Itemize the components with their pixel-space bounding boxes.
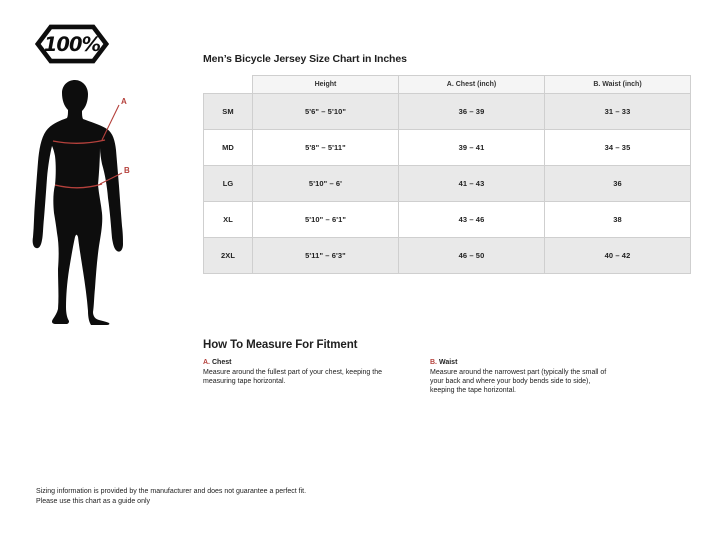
table-row-2xl (204, 238, 691, 274)
chest-name: Chest (212, 359, 232, 366)
waist-instruction-label (430, 358, 608, 367)
waist-name: Waist (439, 359, 458, 366)
waist-value: 40 – 42 (545, 238, 691, 274)
disclaimer-line-2: Please use this chart as a guide only (36, 497, 151, 505)
waist-point-label: B (124, 166, 130, 175)
body-silhouette (28, 76, 178, 336)
table-row-lg (204, 166, 691, 202)
table-row-sm (204, 94, 691, 130)
chest-value: 36 – 39 (399, 94, 545, 130)
waist-value: 38 (545, 202, 691, 238)
chest-value: 41 – 43 (399, 166, 545, 202)
header-cell-waist: B. Waist (inch) (545, 76, 691, 94)
height-value: 5'8" – 5'11" (253, 130, 399, 166)
disclaimer-line-1: Sizing information is provided by the manufacturer and does not guarantee a perfect fit. (36, 488, 307, 495)
chest-instruction-label (203, 358, 388, 367)
height-value: 5'10" – 6' (253, 166, 399, 202)
table-row-md (204, 130, 691, 166)
chest-instruction (203, 358, 388, 386)
height-value: 5'6" – 5'10" (253, 94, 399, 130)
header-cell-size (204, 76, 253, 94)
size-label: 2XL (204, 238, 253, 274)
height-value: 5'11" – 6'3" (253, 238, 399, 274)
waist-letter: B. (430, 359, 437, 366)
size-label: LG (204, 166, 253, 202)
waist-value: 36 (545, 166, 691, 202)
brand-logo-text: 100% (43, 32, 101, 56)
brand-logo-100percent-icon (35, 22, 109, 66)
height-value: 5'10" – 6'1" (253, 202, 399, 238)
header-cell-height: Height (253, 76, 399, 94)
size-label: MD (204, 130, 253, 166)
header-cell-chest: A. Chest (inch) (399, 76, 545, 94)
size-chart-table (203, 75, 691, 274)
male-figure-shape (33, 80, 123, 325)
chest-value: 43 – 46 (399, 202, 545, 238)
measure-section-title: How To Measure For Fitment (203, 339, 358, 351)
table-header-row (204, 76, 691, 94)
page-title: Men’s Bicycle Jersey Size Chart in Inches (203, 53, 407, 65)
size-label: XL (204, 202, 253, 238)
size-label: SM (204, 94, 253, 130)
chest-point-label: A (121, 97, 127, 106)
waist-instruction (430, 358, 608, 395)
waist-value: 34 – 35 (545, 130, 691, 166)
chest-value: 46 – 50 (399, 238, 545, 274)
chest-value: 39 – 41 (399, 130, 545, 166)
table-row-xl (204, 202, 691, 238)
waist-instruction-text: Measure around the narrowest part (typically the small of your back and where your body bends side to side), keeping the tape horizontal. (430, 369, 607, 394)
chest-instruction-text: Measure around the fullest part of your chest, keeping the measuring tape horizontal. (203, 369, 382, 385)
disclaimer (36, 487, 306, 506)
waist-value: 31 – 33 (545, 94, 691, 130)
chest-letter: A. (203, 359, 210, 366)
